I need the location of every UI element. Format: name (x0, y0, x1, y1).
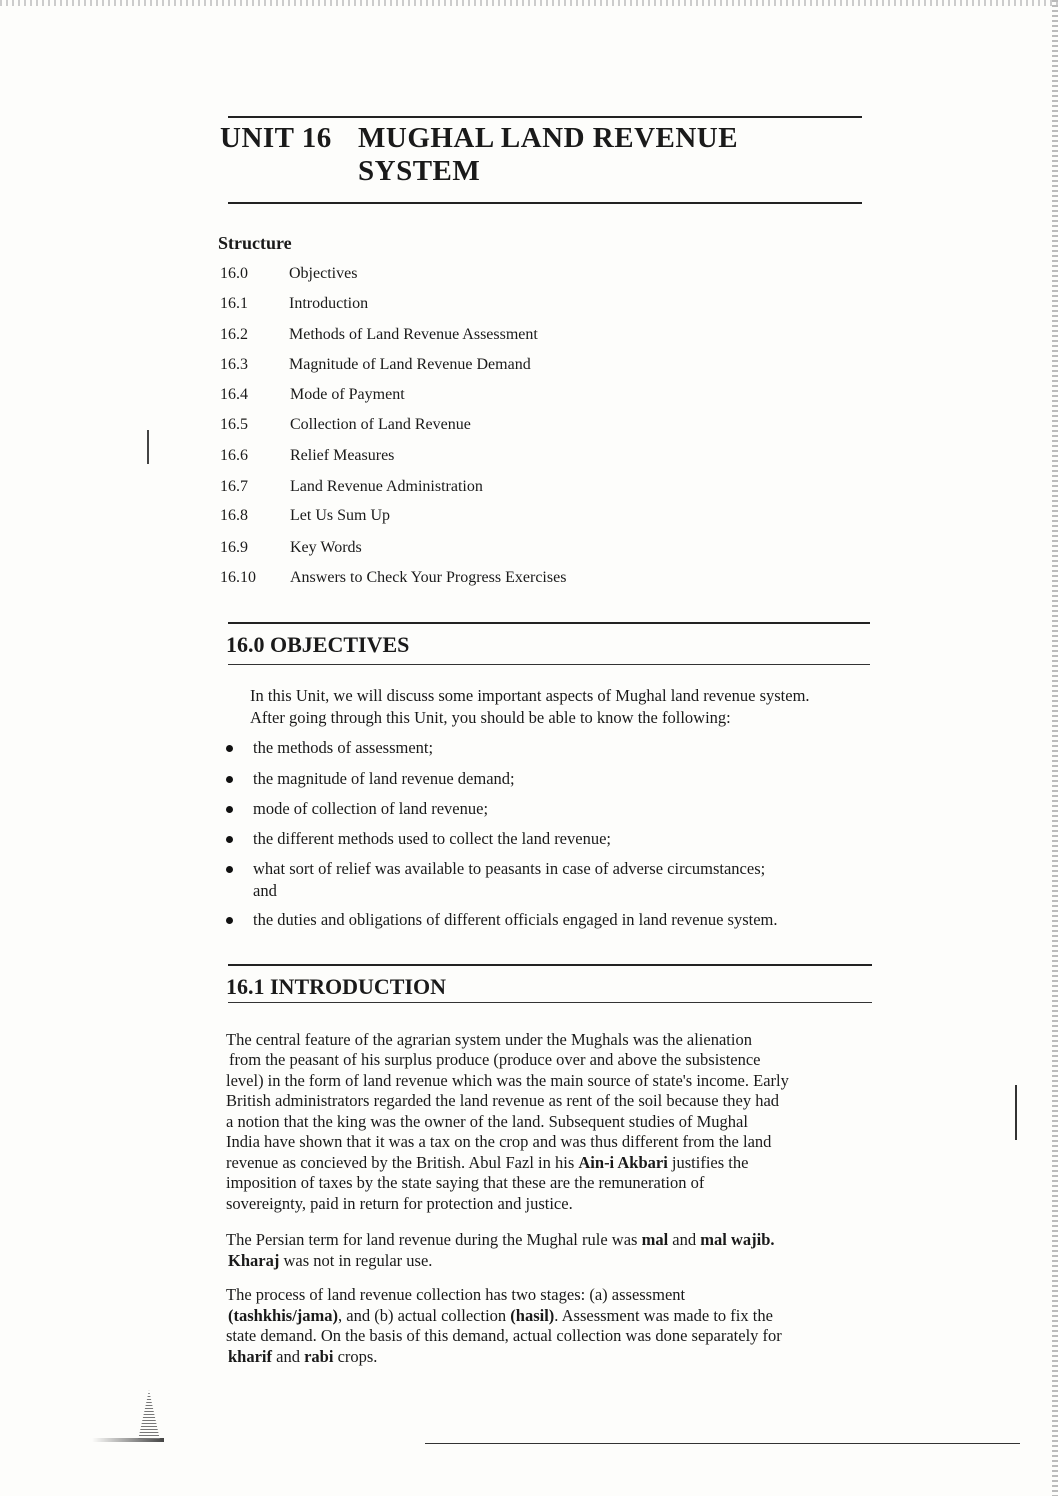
text: revenue as concieved by the British. Abul Fazl in his (226, 1153, 579, 1172)
scan-artifact (138, 1390, 160, 1440)
scan-edge-right (1052, 0, 1058, 1496)
toc-number: 16.2 (220, 326, 248, 343)
bullet-icon (226, 806, 233, 813)
term: Kharaj (228, 1251, 280, 1270)
objectives-bottom-rule (228, 664, 870, 665)
term: (hasil) (510, 1306, 555, 1325)
objective-item: the magnitude of land revenue demand; (253, 769, 515, 788)
toc-item-label: Introduction (289, 295, 369, 312)
bullet-icon (226, 917, 233, 924)
unit-number: UNIT 16 (220, 122, 332, 154)
unit-title-line2: SYSTEM (358, 155, 481, 187)
term: (tashkhis/jama) (228, 1306, 339, 1325)
unit-title-line1: MUGHAL LAND REVENUE (358, 122, 739, 154)
scan-edge-top (0, 0, 1058, 6)
toc-item-label: Relief Measures (290, 447, 395, 464)
scan-artifact (147, 430, 149, 464)
paragraph-line: India have shown that it was a tax on the crop and was thus different from the land (226, 1132, 772, 1151)
text: , and (b) actual collection (338, 1306, 511, 1325)
scan-artifact (1015, 1085, 1017, 1140)
toc-number: 16.4 (220, 386, 248, 403)
toc-number: 16.3 (220, 356, 248, 373)
paragraph-line: state demand. On the basis of this demand, actual collection was done separately for (226, 1326, 782, 1345)
paragraph-line: level) in the form of land revenue which was the main source of state's income. Early (226, 1071, 789, 1090)
toc-item-label: Mode of Payment (290, 386, 405, 403)
toc-item-label: Land Revenue Administration (290, 478, 483, 495)
paragraph-line: a notion that the king was the owner of the land. Subsequent studies of Mughal (226, 1112, 748, 1131)
toc-number: 16.9 (220, 539, 248, 556)
toc-item-label: Let Us Sum Up (290, 507, 390, 524)
toc-number: 16.8 (220, 507, 248, 524)
paragraph-line: The process of land revenue collection has two stages: (a) assessment (226, 1285, 686, 1304)
toc-number: 16.6 (220, 447, 248, 464)
header-top-rule (228, 116, 862, 118)
toc-item-label: Methods of Land Revenue Assessment (289, 326, 538, 343)
objectives-top-rule (228, 622, 870, 624)
paragraph-line (226, 1230, 775, 1251)
objectives-heading: 16.0 OBJECTIVES (226, 632, 410, 657)
term: rabi (304, 1347, 334, 1366)
paragraph-line: sovereignty, paid in return for protection and justice. (226, 1194, 573, 1213)
bullet-icon (226, 776, 233, 783)
toc-number: 16.1 (220, 295, 248, 312)
text: The Persian term for land revenue during the Mughal rule was (226, 1230, 642, 1249)
paragraph-line: from the peasant of his surplus produce (produce over and above the subsistence (229, 1050, 761, 1069)
toc-item-label: Collection of Land Revenue (290, 416, 471, 433)
introduction-bottom-rule (228, 1002, 872, 1003)
text: crops. (333, 1347, 378, 1366)
paragraph-line (228, 1306, 773, 1327)
text: justifies the (667, 1153, 749, 1172)
toc-item-label: Objectives (289, 265, 358, 282)
toc-number: 16.0 (220, 265, 248, 282)
objective-item: the different methods used to collect the land revenue; (253, 829, 611, 848)
footer-rule (425, 1443, 1020, 1444)
objective-item: what sort of relief was available to peasants in case of adverse circumstances; (253, 859, 766, 878)
paragraph-line (228, 1251, 432, 1272)
objective-item-continued: and (253, 881, 277, 900)
text: was not in regular use. (279, 1251, 433, 1270)
text: and (272, 1347, 305, 1366)
objective-item: mode of collection of land revenue; (253, 799, 489, 818)
toc-number: 16.5 (220, 416, 248, 433)
introduction-heading: 16.1 INTRODUCTION (226, 974, 447, 999)
bullet-icon (226, 836, 233, 843)
toc-item-label: Key Words (290, 539, 362, 556)
bullet-icon (226, 866, 233, 873)
text: . Assessment was made to fix the (554, 1306, 773, 1325)
toc-item-label: Answers to Check Your Progress Exercises (290, 569, 567, 586)
toc-number: 16.10 (220, 569, 256, 586)
objectives-intro-line: In this Unit, we will discuss some important aspects of Mughal land revenue system. (250, 686, 810, 705)
book-title: Ain-i Akbari (578, 1153, 668, 1172)
paragraph-line (228, 1347, 377, 1368)
paragraph-line (226, 1153, 748, 1174)
text: and (668, 1230, 701, 1249)
toc-number: 16.7 (220, 478, 248, 495)
term: mal (641, 1230, 669, 1249)
toc-item-label: Magnitude of Land Revenue Demand (289, 356, 531, 373)
bullet-icon (226, 745, 233, 752)
introduction-top-rule (228, 964, 872, 966)
header-bottom-rule (228, 202, 862, 204)
objective-item: the methods of assessment; (253, 738, 434, 757)
objective-item: the duties and obligations of different officials engaged in land revenue system. (253, 910, 778, 929)
paragraph-line: imposition of taxes by the state saying that these are the remuneration of (226, 1173, 705, 1192)
objectives-intro-line: After going through this Unit, you should be able to know the following: (250, 708, 731, 727)
term: kharif (228, 1347, 273, 1366)
paragraph-line: The central feature of the agrarian system under the Mughals was the alienation (226, 1030, 752, 1049)
term: mal wajib. (700, 1230, 775, 1249)
structure-heading: Structure (218, 233, 292, 253)
paragraph-line: British administrators regarded the land revenue as rent of the soil because they had (226, 1091, 780, 1110)
